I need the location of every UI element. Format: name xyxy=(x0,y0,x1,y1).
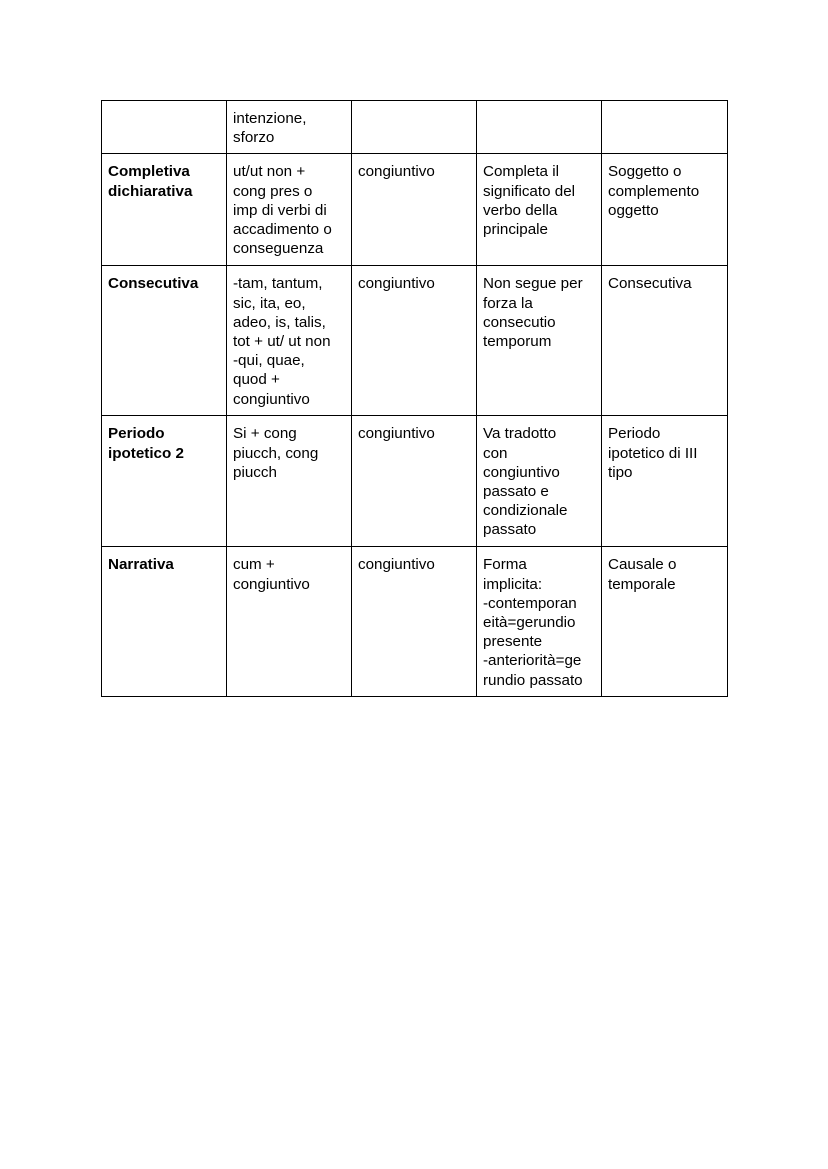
cell-text-line: Periodo xyxy=(608,425,661,443)
cell-text-line: tipo xyxy=(608,463,633,481)
cell-text-line: verbo della xyxy=(483,201,558,219)
cell-text-line: accadimento o xyxy=(233,221,332,239)
table-cell xyxy=(477,416,602,547)
cell-text-line: significato del xyxy=(483,182,576,200)
table-cell xyxy=(352,101,477,154)
table-row xyxy=(102,266,728,416)
cell-text-line: -contemporan xyxy=(483,594,577,612)
cell-text-line: -qui, quae, xyxy=(233,352,305,370)
table-cell xyxy=(477,101,602,154)
cell-text-line: temporale xyxy=(608,575,676,593)
table-cell xyxy=(227,416,352,547)
cell-text-line: implicita: xyxy=(483,575,543,593)
table-cell xyxy=(227,266,352,416)
cell-text-line: passato e xyxy=(483,483,549,501)
table-cell xyxy=(602,547,728,697)
cell-text-line: intenzione, xyxy=(233,110,307,127)
table-cell xyxy=(352,266,477,416)
row-label-cell xyxy=(102,547,227,697)
cell-text-line: complemento xyxy=(608,182,700,200)
table-cell xyxy=(352,154,477,266)
table-cell xyxy=(602,266,728,416)
cell-text-line: -anteriorità=ge xyxy=(483,652,582,670)
cell-text-line: Si + cong xyxy=(233,425,297,443)
table-cell xyxy=(602,416,728,547)
cell-text-line: Forma xyxy=(483,556,527,574)
cell-text-line: rundio passato xyxy=(483,671,583,689)
cell-text-line: consecutio xyxy=(483,313,556,331)
row-label-cell xyxy=(102,416,227,547)
cell-text-line: principale xyxy=(483,221,549,239)
cell-text-line: presente xyxy=(483,633,543,651)
cell-text-line: Soggetto o xyxy=(608,163,682,181)
cell-text-line: -tam, tantum, xyxy=(233,275,323,293)
table-row xyxy=(102,547,728,697)
cell-text-line: eità=gerundio xyxy=(483,614,576,632)
cell-text-line: forza la xyxy=(483,294,533,312)
cell-text-line: con xyxy=(483,444,508,462)
cell-text-line: piucch, cong xyxy=(233,444,319,462)
table-cell xyxy=(352,416,477,547)
table-cell xyxy=(227,154,352,266)
table-row xyxy=(102,154,728,266)
table-cell xyxy=(352,547,477,697)
table-cell xyxy=(602,101,728,154)
cell-text-line: congiuntivo xyxy=(358,425,435,443)
cell-text-line: congiuntivo xyxy=(233,390,310,408)
cell-text-line: tot + ut/ ut non xyxy=(233,333,331,351)
cell-text-line: congiuntivo xyxy=(358,163,435,181)
cell-text-line: sforzo xyxy=(233,129,275,147)
cell-text-line: sic, ita, eo, xyxy=(233,294,306,312)
table-cell xyxy=(477,154,602,266)
cell-text-line: Completa il xyxy=(483,163,559,181)
row-label-cell xyxy=(102,154,227,266)
table-cell xyxy=(227,101,352,154)
cell-text-line: cum + xyxy=(233,556,275,574)
cell-text-line: quod + xyxy=(233,371,280,389)
cell-text-line: Completiva xyxy=(108,163,190,181)
row-label-cell xyxy=(102,266,227,416)
table-row xyxy=(102,416,728,547)
cell-text-line: Consecutiva xyxy=(608,275,692,293)
table-cell xyxy=(477,547,602,697)
cell-text-line: Causale o xyxy=(608,556,677,574)
grammar-table-body xyxy=(102,101,728,697)
grammar-table xyxy=(101,100,728,697)
cell-text-line: Non segue per xyxy=(483,275,583,293)
table-cell xyxy=(602,154,728,266)
cell-text-line: ipotetico di III xyxy=(608,444,698,462)
cell-text-line: oggetto xyxy=(608,201,659,219)
cell-text-line: congiuntivo xyxy=(483,463,560,481)
cell-text-line: condizionale xyxy=(483,502,568,520)
cell-text-line: cong pres o xyxy=(233,182,313,200)
cell-text-line: conseguenza xyxy=(233,240,324,258)
cell-text-line: ut/ut non + xyxy=(233,163,306,181)
table-cell xyxy=(227,547,352,697)
row-label-cell xyxy=(102,101,227,154)
cell-text-line: congiuntivo xyxy=(358,556,435,574)
cell-text-line: Narrativa xyxy=(108,556,174,574)
cell-text-line: dichiarativa xyxy=(108,182,193,200)
cell-text-line: passato xyxy=(483,521,537,539)
table-row xyxy=(102,101,728,154)
cell-text-line: congiuntivo xyxy=(233,575,310,593)
cell-text-line: imp di verbi di xyxy=(233,201,327,219)
cell-text-line: Consecutiva xyxy=(108,275,199,293)
cell-text-line: congiuntivo xyxy=(358,275,435,293)
cell-text-line: piucch xyxy=(233,463,277,481)
cell-text-line: Periodo xyxy=(108,425,165,443)
cell-text-line: Va tradotto xyxy=(483,425,557,443)
cell-text-line: temporum xyxy=(483,333,552,351)
table-cell xyxy=(477,266,602,416)
cell-text-line: ipotetico 2 xyxy=(108,444,184,462)
cell-text-line: adeo, is, talis, xyxy=(233,313,326,331)
